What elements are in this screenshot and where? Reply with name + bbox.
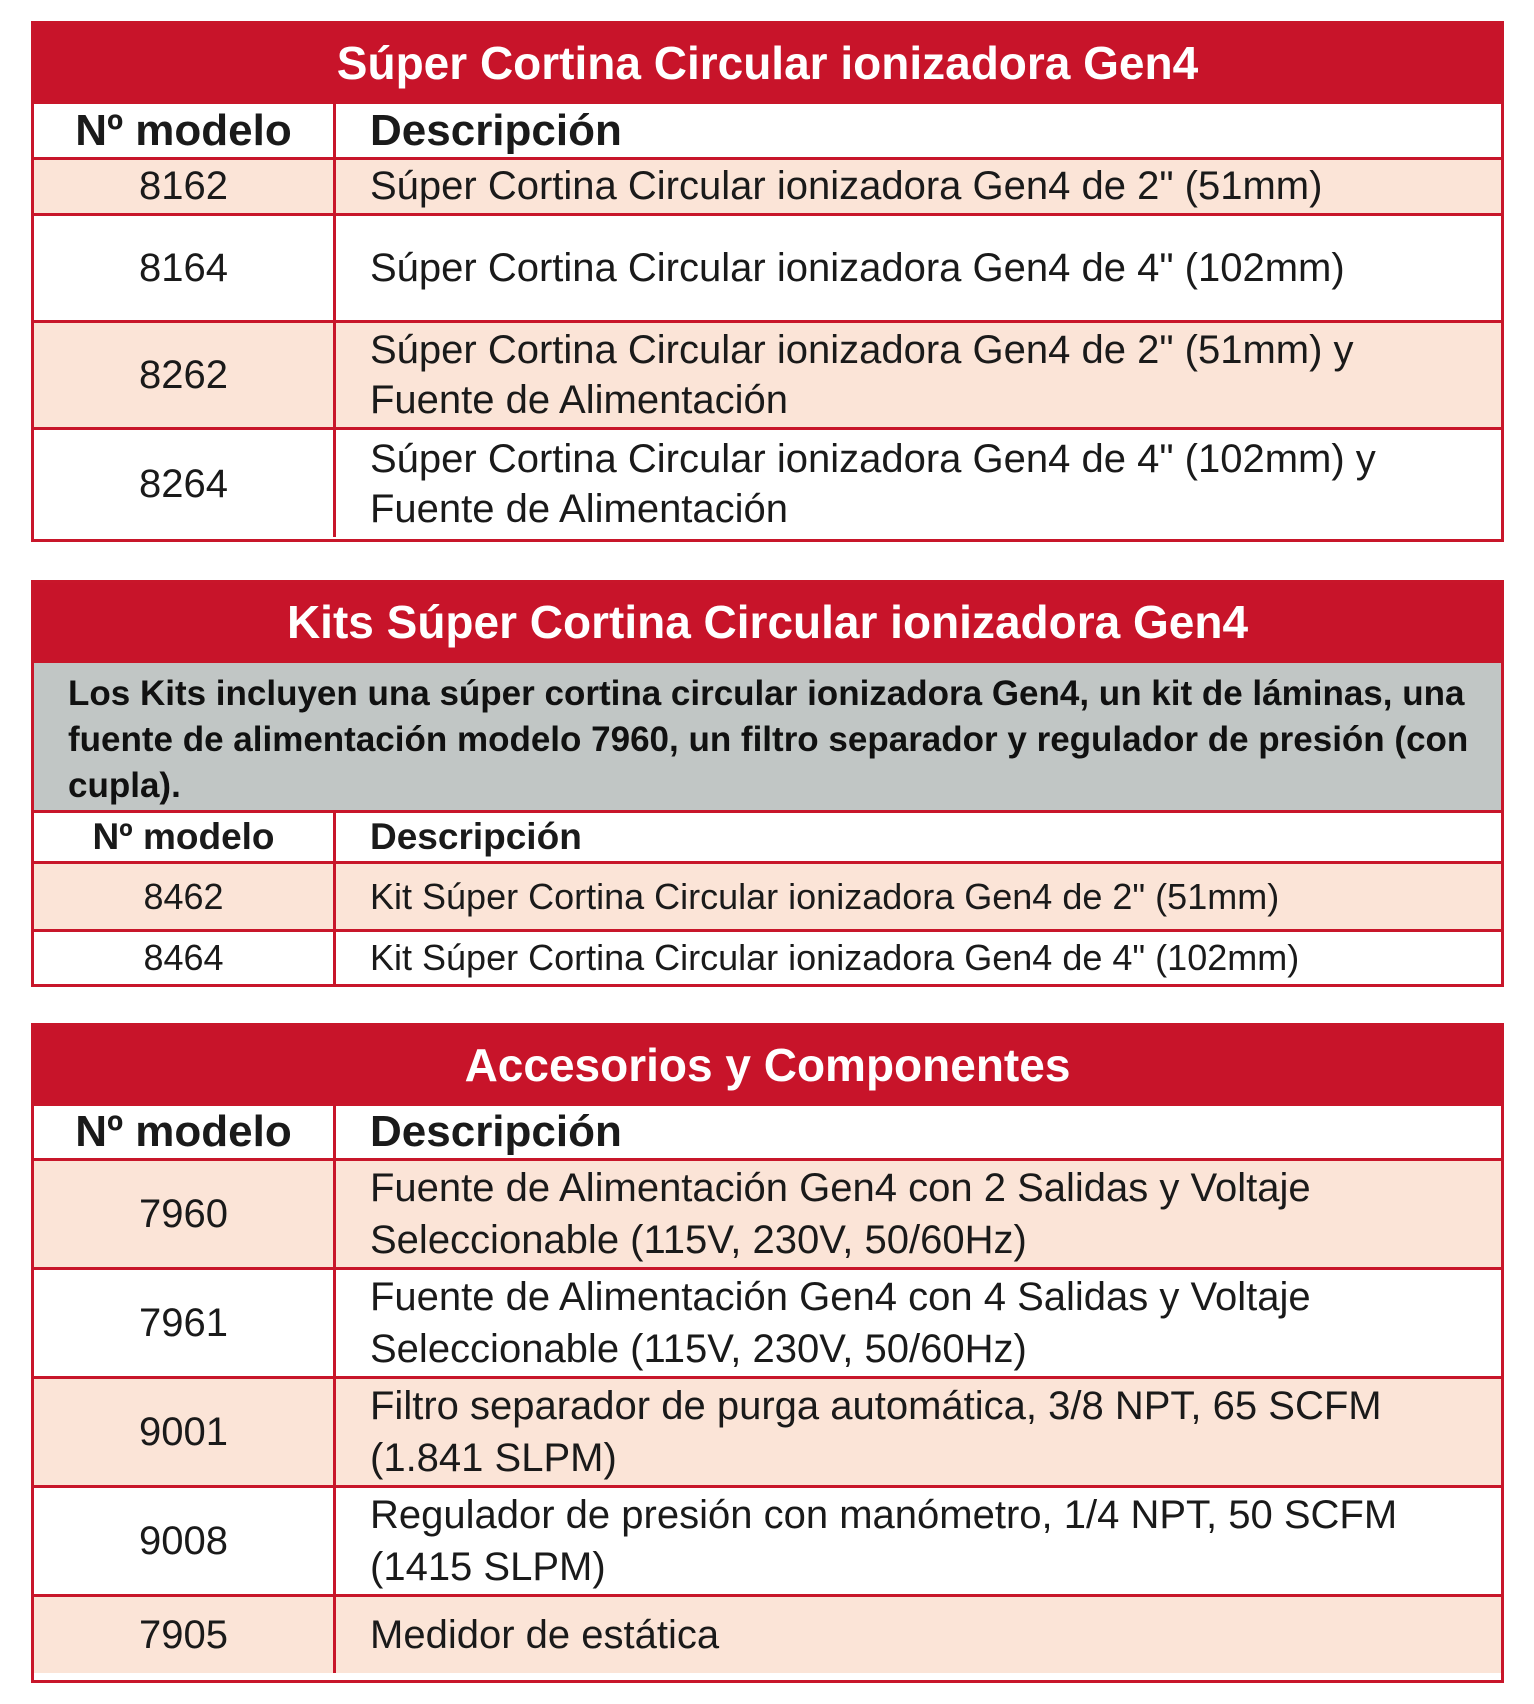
- table-row: [34, 1161, 1501, 1270]
- description: Súper Cortina Circular ionizadora Gen4 de 4" (102mm) y Fuente de Alimentación: [370, 436, 1376, 531]
- col-header-description: Descripción: [370, 816, 582, 857]
- model-number: 8464: [34, 932, 336, 984]
- table-row: [34, 216, 1501, 323]
- table-row: [34, 1379, 1501, 1488]
- model-number: 7905: [34, 1597, 336, 1673]
- table-row: [34, 1270, 1501, 1379]
- table-row: [34, 323, 1501, 430]
- table-row: [34, 932, 1501, 984]
- description: Kit Súper Cortina Circular ionizadora Gen4 de 4" (102mm): [370, 937, 1300, 978]
- col-header-description: Descripción: [370, 105, 622, 155]
- model-number: 8462: [34, 864, 336, 929]
- description: Súper Cortina Circular ionizadora Gen4 de 4" (102mm): [370, 246, 1345, 290]
- description: Fuente de Alimentación Gen4 con 2 Salidas y Voltaje Seleccionable (115V, 230V, 50/60Hz): [370, 1166, 1311, 1262]
- col-header-model: Nº modelo: [34, 1106, 336, 1158]
- table-title: Accesorios y Componentes: [34, 1026, 1501, 1106]
- description: Medidor de estática: [370, 1612, 720, 1657]
- table-kits: [31, 580, 1504, 987]
- model-number: 8164: [34, 216, 336, 320]
- col-header-model: Nº modelo: [34, 813, 336, 861]
- table-title: Súper Cortina Circular ionizadora Gen4: [34, 24, 1501, 104]
- model-number: 9008: [34, 1488, 336, 1594]
- description: Súper Cortina Circular ionizadora Gen4 de 2" (51mm): [370, 164, 1323, 208]
- model-number: 7960: [34, 1161, 336, 1267]
- kits-note: Los Kits incluyen una súper cortina circular ionizadora Gen4, un kit de láminas, una fuente de alimentación modelo 7960, un filtro separador y regulador de presión (con cupla).: [34, 663, 1501, 813]
- description: Súper Cortina Circular ionizadora Gen4 de 2" (51mm) y Fuente de Alimentación: [370, 328, 1354, 422]
- table-row: [34, 160, 1501, 216]
- table-accesorios: [31, 1023, 1504, 1683]
- table-header-row: [34, 813, 1501, 864]
- table-title: Kits Súper Cortina Circular ionizadora Gen4: [34, 583, 1501, 663]
- description: Fuente de Alimentación Gen4 con 4 Salidas y Voltaje Seleccionable (115V, 230V, 50/60Hz): [370, 1275, 1311, 1371]
- table-row: [34, 1488, 1501, 1597]
- model-number: 9001: [34, 1379, 336, 1485]
- col-header-description: Descripción: [370, 1107, 622, 1156]
- description: Filtro separador de purga automática, 3/8 NPT, 65 SCFM (1.841 SLPM): [370, 1384, 1382, 1480]
- col-header-model: Nº modelo: [34, 104, 336, 157]
- table-row: [34, 430, 1501, 537]
- model-number: 7961: [34, 1270, 336, 1376]
- model-number: 8262: [34, 323, 336, 427]
- table-header-row: [34, 1106, 1501, 1161]
- table-header-row: [34, 104, 1501, 160]
- model-number: 8162: [34, 160, 336, 213]
- table-super-cortina: [31, 21, 1504, 542]
- description: Kit Súper Cortina Circular ionizadora Gen4 de 2" (51mm): [370, 875, 1280, 917]
- model-number: 8264: [34, 430, 336, 537]
- description: Regulador de presión con manómetro, 1/4 NPT, 50 SCFM (1415 SLPM): [370, 1493, 1398, 1589]
- table-row: [34, 1597, 1501, 1673]
- table-row: [34, 864, 1501, 932]
